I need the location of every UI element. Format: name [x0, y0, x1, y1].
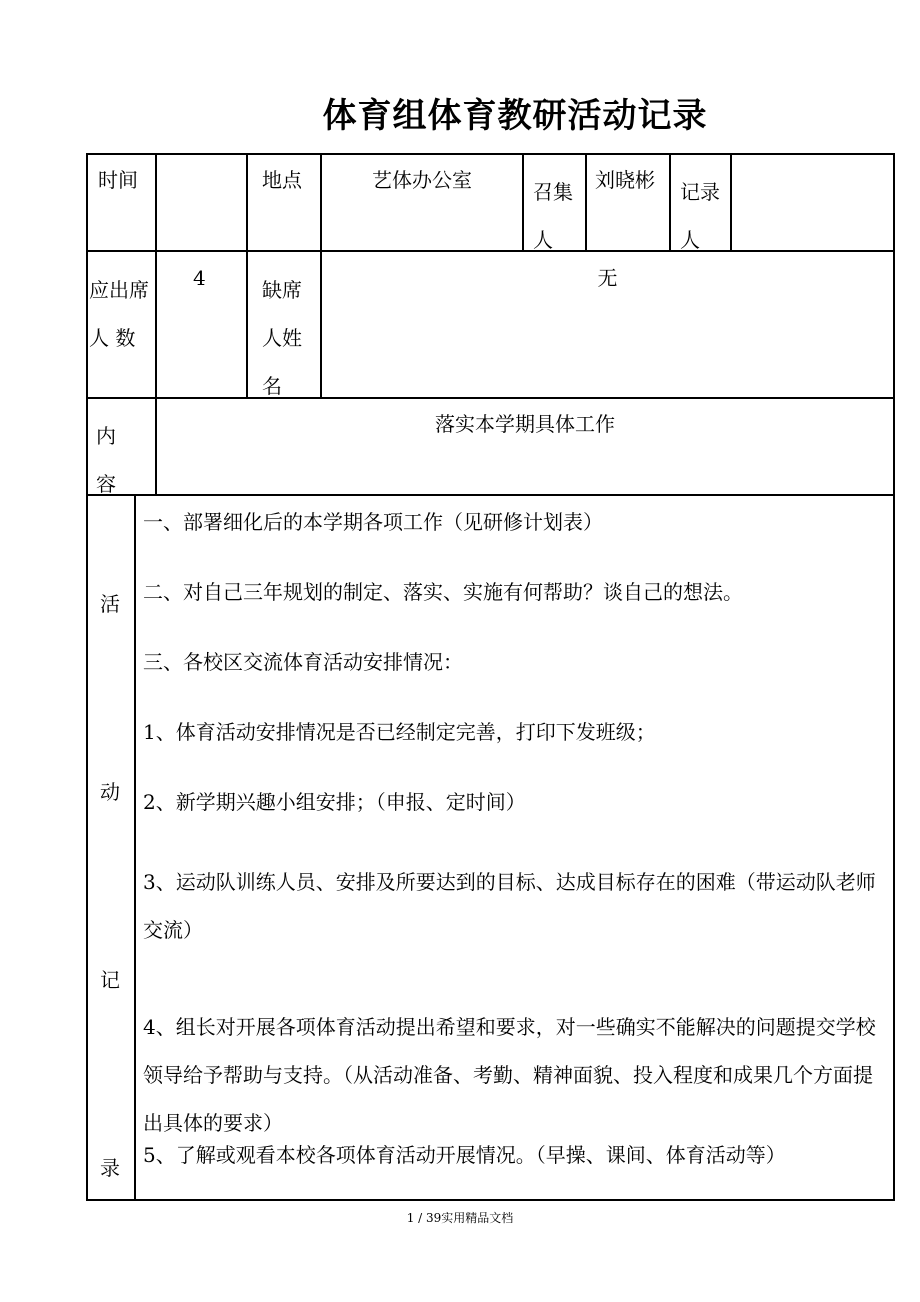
- place-value: 艺体办公室: [372, 168, 472, 192]
- table-border-right: [893, 153, 895, 1201]
- col-divider: [246, 153, 248, 252]
- content-value: 落实本学期具体工作: [435, 412, 615, 436]
- col-divider: [134, 494, 136, 1201]
- content-label: 内容: [96, 424, 116, 496]
- col-divider: [155, 250, 157, 399]
- col-divider: [669, 153, 671, 252]
- document-title: 体育组体育教研活动记录: [322, 96, 708, 136]
- row-divider: [86, 397, 895, 399]
- record-item: 2、新学期兴趣小组安排；（申报、定时间）: [143, 790, 526, 814]
- col-divider: [246, 250, 248, 399]
- col-divider: [155, 153, 157, 252]
- col-divider: [522, 153, 524, 252]
- record-item: 一、部署细化后的本学期各项工作（见研修计划表）: [143, 510, 603, 534]
- record-item: 三、各校区交流体育活动安排情况：: [143, 650, 463, 674]
- absent-names-value: 无: [597, 266, 618, 290]
- table-border-bottom: [86, 1199, 895, 1201]
- expected-attendance-label: 应出席人 数: [89, 278, 149, 350]
- time-label: 时间: [98, 168, 138, 192]
- record-item: 4、组长对开展各项体育活动提出希望和要求，对一些确实不能解决的问题提交学校领导给予帮助与支持。（从活动准备、考勤、精神面貌、投入程度和成果几个方面提出具体的要求）: [143, 1015, 876, 1135]
- page-footer: 1 / 39实用精品文档: [406, 1211, 514, 1225]
- place-label: 地点: [262, 168, 302, 192]
- recorder-label: 记录人: [680, 180, 720, 252]
- table-border-left: [86, 153, 88, 1201]
- convener-value: 刘晓彬: [595, 168, 655, 192]
- record-item: 5、了解或观看本校各项体育活动开展情况。（早操、课间、体育活动等）: [143, 1143, 786, 1167]
- row-divider: [86, 250, 895, 252]
- col-divider: [730, 153, 732, 252]
- absent-names-label: 缺席人姓名: [262, 278, 302, 398]
- record-item: 3、运动队训练人员、安排及所要达到的目标、达成目标存在的困难（带运动队老师交流）: [143, 870, 876, 942]
- row-divider: [86, 494, 895, 496]
- table-border-top: [86, 153, 895, 155]
- expected-attendance-value: 4: [193, 266, 206, 290]
- col-divider: [585, 153, 587, 252]
- convener-label: 召集人: [533, 180, 573, 252]
- record-label: 活动记录: [100, 592, 120, 1180]
- record-item: 1、体育活动安排情况是否已经制定完善，打印下发班级；: [143, 720, 656, 744]
- record-item: 二、对自己三年规划的制定、落实、实施有何帮助？谈自己的想法。: [143, 580, 743, 604]
